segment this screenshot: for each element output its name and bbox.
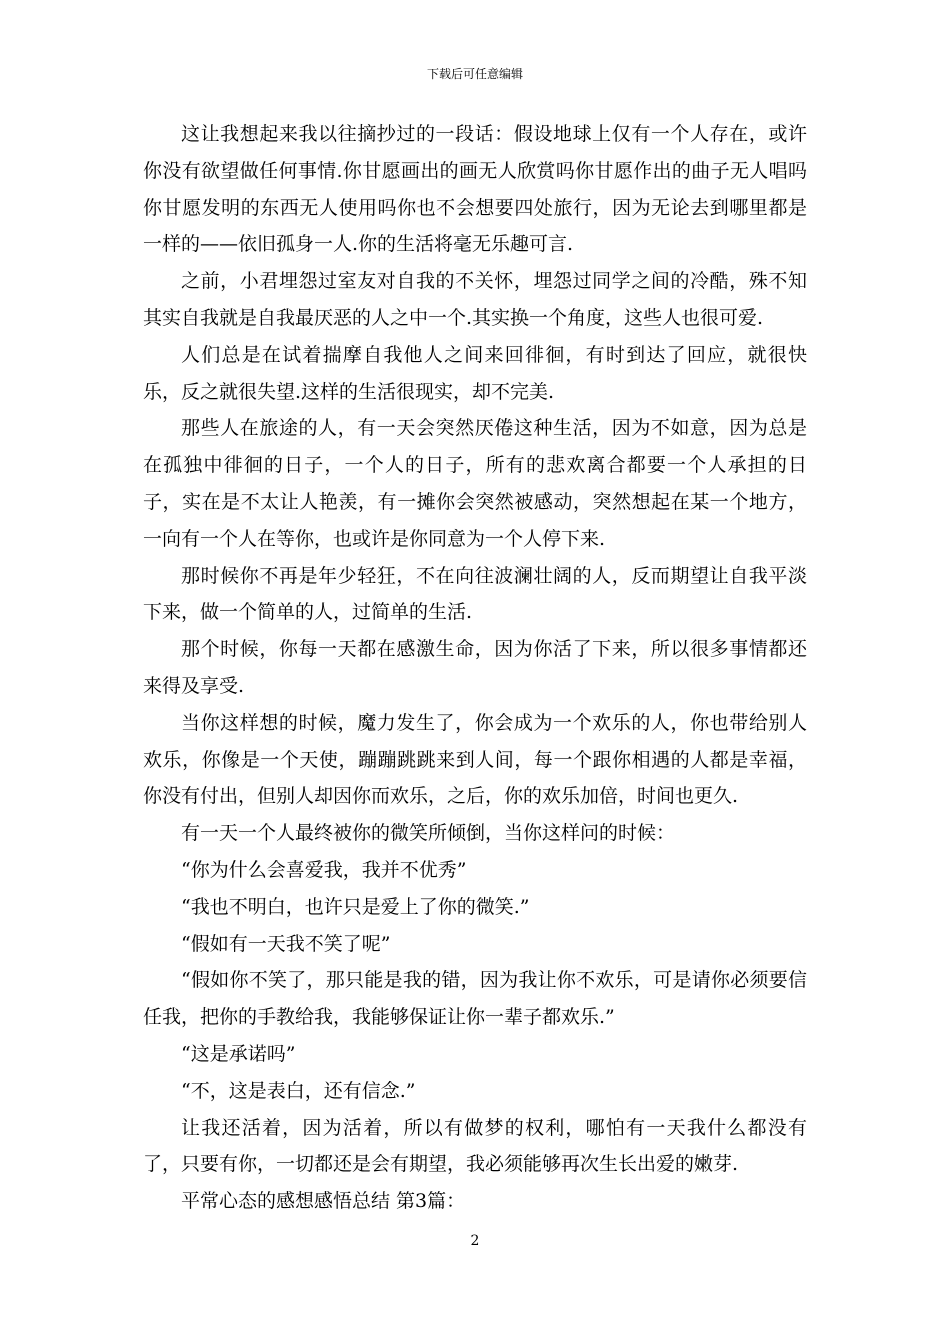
dialogue-line: “我也不明白，也许只是爱上了你的微笑.” — [181, 895, 530, 918]
dialogue-line: “这是承诺吗” — [181, 1042, 296, 1065]
paragraph: 那个时候，你每一天都在感激生命，因为你活了下来，所以很多事情都还来得及享受. — [143, 638, 807, 697]
paragraph: 那时候你不再是年少轻狂，不在向往波澜壮阔的人，反而期望让自我平淡下来，做一个简单的人，过简单的生活. — [143, 564, 807, 624]
page-header: 下载后可任意编辑 — [426, 67, 523, 81]
dialogue-line: “不，这是表白，还有信念.” — [181, 1079, 416, 1102]
document-body — [143, 116, 807, 1220]
section-heading: 平常心态的感想感悟总结 第3篇： — [181, 1190, 466, 1213]
paragraph: 那些人在旅途的人，有一天会突然厌倦这种生活，因为不如意，因为总是在孤独中徘徊的日子，一个人的日子，所有的悲欢离合都要一个人承担的日子，实在是不太让人艳羡，有一摊你会突然被感动，突然想起在某一个地方，一向有一个人在等你，也或许是你同意为一个人停下来. — [143, 417, 807, 550]
page-number: 2 — [470, 1233, 480, 1249]
paragraph: 让我还活着，因为活着，所以有做梦的权利，哪怕有一天我什么都没有了，只要有你，一切都还是会有期望，我必须能够再次生长出爱的嫩芽. — [143, 1116, 807, 1176]
dialogue-line: “假如你不笑了，那只能是我的错，因为我让你不欢乐，可是请你必须要信任我，把你的手教给我，我能够保证让你一辈子都欢乐.” — [143, 969, 807, 1029]
paragraph: 这让我想起来我以往摘抄过的一段话：假设地球上仅有一个人存在，或许你没有欲望做任何事情.你甘愿画出的画无人欣赏吗你甘愿作出的曲子无人唱吗你甘愿发明的东西无人使用吗你也不会想要四处旅行，因为无论去到哪里都是一样的——依旧孤身一人.你的生活将毫无乐趣可言. — [143, 123, 807, 256]
paragraph: 之前，小君埋怨过室友对自我的不关怀，埋怨过同学之间的冷酷，殊不知其实自我就是自我最厌恶的人之中一个.其实换一个角度，这些人也很可爱. — [143, 270, 807, 329]
paragraph: 有一天一个人最终被你的微笑所倾倒，当你这样问的时候： — [181, 822, 676, 845]
dialogue-line: “你为什么会喜爱我，我并不优秀” — [181, 858, 467, 881]
paragraph: 人们总是在试着揣摩自我他人之间来回徘徊，有时到达了回应，就很快乐，反之就很失望.这样的生活很现实，却不完美. — [143, 343, 807, 403]
dialogue-line: “假如有一天我不笑了呢” — [181, 932, 391, 955]
paragraph: 当你这样想的时候，魔力发生了，你会成为一个欢乐的人，你也带给别人欢乐，你像是一个天使，蹦蹦跳跳来到人间，每一个跟你相遇的人都是幸福，你没有付出，但别人却因你而欢乐，之后，你的欢乐加倍，时间也更久. — [143, 711, 807, 808]
